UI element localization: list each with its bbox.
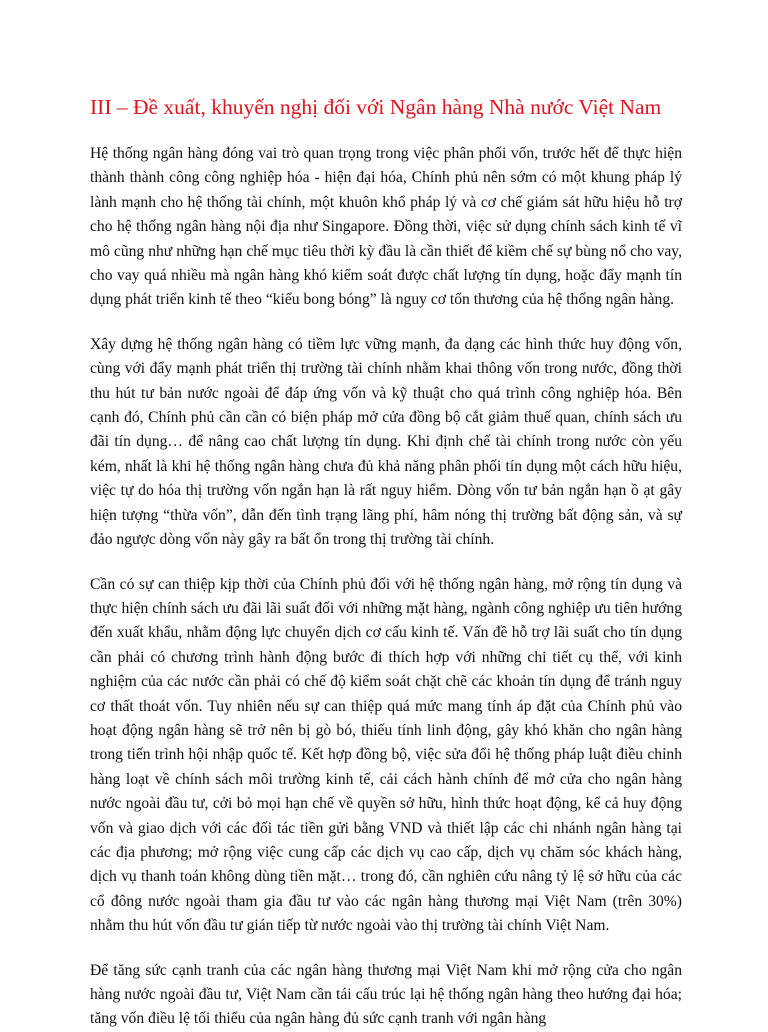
paragraph: Để tăng sức cạnh tranh của các ngân hàng thương mại Việt Nam khi mở rộng cửa cho ngân hàng nước ngoài đầu tư, Việt Nam cần tái cấu trúc lại hệ thống ngân hàng theo hướng đại hóa; tăng vốn điều lệ tối thiểu của ngân hàng đủ sức cạnh tranh với ngân hàng [90,961,682,1028]
section-title: III – Đề xuất, khuyến nghị đối với Ngân hàng Nhà nước Việt Nam [90,95,662,119]
paragraph: Cần có sự can thiệp kịp thời của Chính phủ đối với hệ thống ngân hàng, mở rộng tín dụng và thực hiện chính sách ưu đãi lãi suất đối với những mặt hàng, ngành công nghiệp ưu tiên hướng đến xuất khẩu, nhằm động lực chuyển dịch cơ cấu kinh tế. Vấn đề hỗ trợ lãi suất cho tín dụng cần phải có chương trình hành động bước đi thích hợp với những chi tiết cụ thể, với kinh nghiệm của các nước cần phải có chế độ kiểm soát chặt chẽ các khoản tín dụng để tránh nguy cơ thất thoát vốn. Tuy nhiên nếu sự can thiệp quá mức mang tính áp đặt của Chính phủ vào hoạt động ngân hàng sẽ trở nên bị gò bó, thiếu tính linh động, gây khó khăn cho ngân hàng trong tiến trình hội nhập quốc tế. Kết hợp đồng bộ, việc sửa đổi hệ thống pháp luật điều chỉnh hàng loạt về chính sách môi trường kinh tế, cải cách hành chính để mở cửa cho ngân hàng nước ngoài đầu tư, cởi bỏ mọi hạn chế về quyền sở hữu, hình thức hoạt động, kể cả huy động vốn và giao dịch với các đối tác tiền gửi bằng VND và thiết lập các chi nhánh ngân hàng tại các địa phương; mở rộng việc cung cấp các dịch vụ cao cấp, dịch vụ chăm sóc khách hàng, dịch vụ thanh toán không dùng tiền mặt… trong đó, cần nghiên cứu nâng tỷ lệ sở hữu của các cổ đông nước ngoài tham gia đầu tư vào các ngân hàng thương mại Việt Nam (trên 30%) nhằm thu hút vốn đầu tư gián tiếp từ nước ngoài vào thị trường tài chính Việt Nam. [90,575,682,935]
paragraph: Hệ thống ngân hàng đóng vai trò quan trọng trong việc phân phối vốn, trước hết để thực hiện thành thành công công nghiệp hóa - hiện đại hóa, Chính phủ nên sớm có một khung pháp lý lành mạnh cho hệ thống tài chính, một khuôn khổ pháp lý và cơ chế giám sát hữu hiệu hỗ trợ cho hệ thống ngân hàng nội địa như Singapore. Đồng thời, việc sử dụng chính sách kinh tế vĩ mô cũng như những hạn chế mục tiêu thời kỳ đầu là cần thiết để kiềm chế sự bùng nổ cho vay, cho vay quá nhiều mà ngân hàng khó kiểm soát được chất lượng tín dụng, hoặc đẩy mạnh tín dụng phát triển kinh tế theo “kiểu bong bóng” là nguy cơ tổn thương của hệ thống ngân hàng. [90,145,682,309]
paragraph: Xây dựng hệ thống ngân hàng có tiềm lực vững mạnh, đa dạng các hình thức huy động vốn, cùng với đẩy mạnh phát triển thị trường tài chính nhằm khai thông vốn trong nước, đồng thời thu hút tư bản nước ngoài để đáp ứng vốn và kỹ thuật cho quá trình công nghiệp hóa. Bên cạnh đó, Chính phủ cần cần có biện pháp mở cửa đồng bộ cắt giảm thuế quan, chính sách ưu đãi tín dụng… để nâng cao chất lượng tín dụng. Khi định chế tài chính trong nước còn yếu kém, nhất là khi hệ thống ngân hàng chưa đủ khả năng phân phối tín dụng một cách hữu hiệu, việc tự do hóa thị trường vốn ngắn hạn là rất nguy hiểm. Dòng vốn tư bản ngắn hạn ồ ạt gây hiện tượng “thừa vốn”, dẫn đến tình trạng lãng phí, hâm nóng thị trường bất động sản, và sự đảo ngược dòng vốn này gây ra bất ổn trong thị trường tài chính. [90,335,682,549]
